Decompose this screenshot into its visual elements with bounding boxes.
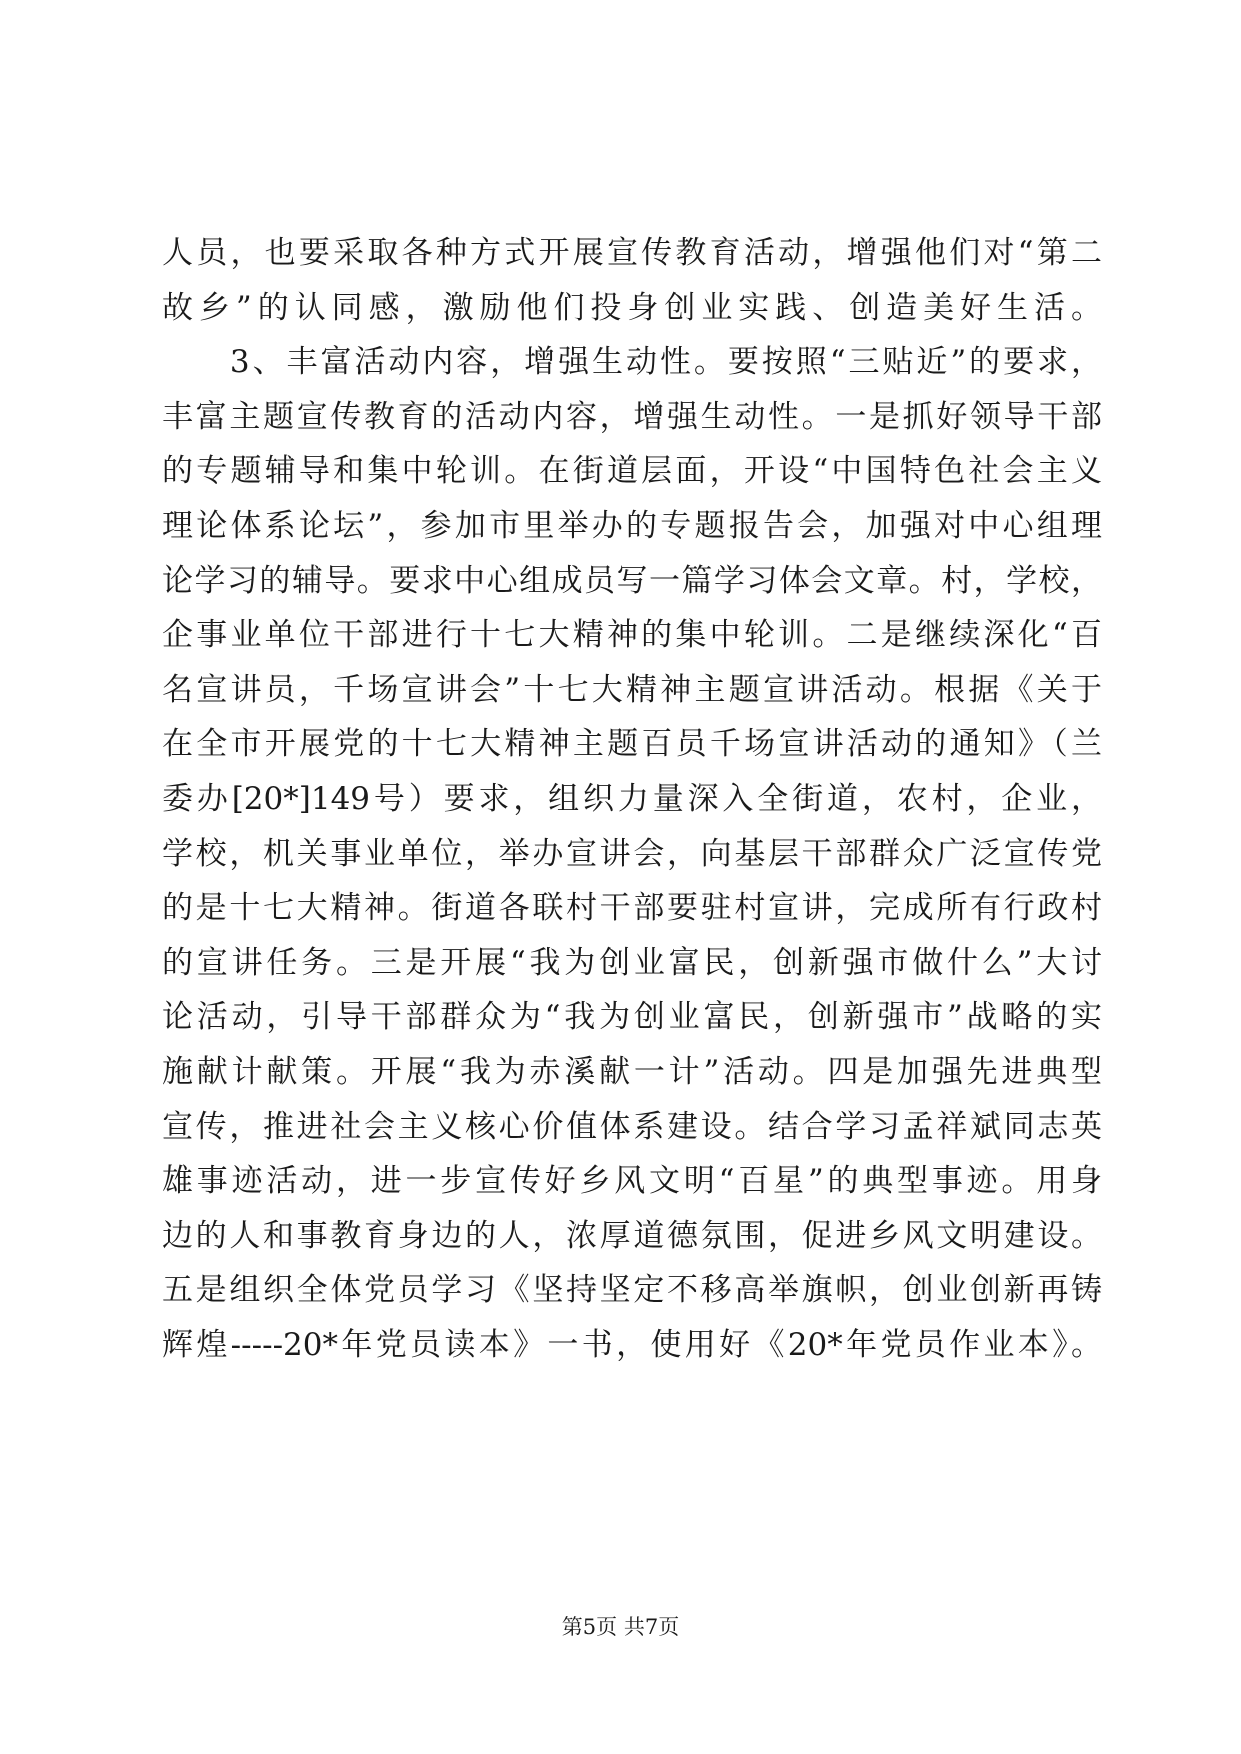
text-line: 论活动，引导干部群众为“我为创业富民，创新强市”战略的实: [162, 999, 1102, 1036]
text-line: 的宣讲任务。三是开展“我为创业富民，创新强市做什么”大讨: [162, 944, 1102, 981]
text-line: 辉煌-----20*年党员读本》一书，使用好《20*年党员作业本》。: [162, 1326, 1102, 1363]
page-number-footer: 第5页 共7页: [561, 1615, 680, 1639]
text-line: 名宣讲员，千场宣讲会”十七大精神主题宣讲活动。根据《关于: [162, 671, 1102, 708]
text-line: 的专题辅导和集中轮训。在街道层面，开设“中国特色社会主义: [162, 453, 1102, 490]
text-line: 企事业单位干部进行十七大精神的集中轮训。二是继续深化“百: [162, 617, 1102, 654]
text-line: 人员，也要采取各种方式开展宣传教育活动，增强他们对“第二: [162, 235, 1102, 271]
body-text: [162, 226, 1102, 1372]
text-line: 施献计献策。开展“我为赤溪献一计”活动。四是加强先进典型: [162, 1053, 1102, 1090]
text-line: 的是十七大精神。街道各联村干部要驻村宣讲，完成所有行政村: [162, 890, 1102, 927]
text-line: 论学习的辅导。要求中心组成员写一篇学习体会文章。村，学校，: [162, 562, 1102, 599]
text-line: 委办[20*]149号）要求，组织力量深入全街道，农村，企业，: [162, 780, 1102, 817]
text-line: 在全市开展党的十七大精神主题百员千场宣讲活动的通知》（兰: [162, 726, 1102, 763]
text-line: 丰富主题宣传教育的活动内容，增强生动性。一是抓好领导干部: [162, 398, 1102, 435]
text-line: 宣传，推进社会主义核心价值体系建设。结合学习孟祥斌同志英: [162, 1108, 1102, 1145]
text-line: 雄事迹活动，进一步宣传好乡风文明“百星”的典型事迹。用身: [162, 1163, 1102, 1200]
text-line: 学校，机关事业单位，举办宣讲会，向基层干部群众广泛宣传党: [162, 835, 1102, 872]
text-line: 五是组织全体党员学习《坚持坚定不移高举旗帜，创业创新再铸: [162, 1272, 1102, 1309]
text-line: 理论体系论坛”，参加市里举办的专题报告会，加强对中心组理: [162, 507, 1102, 544]
text-line: 边的人和事教育身边的人，浓厚道德氛围，促进乡风文明建设。: [162, 1217, 1102, 1254]
text-line: 故乡”的认同感，激励他们投身创业实践、创造美好生活。: [162, 289, 1102, 326]
text-line: 3、丰富活动内容，增强生动性。要按照“三贴近”的要求，: [162, 344, 1102, 381]
